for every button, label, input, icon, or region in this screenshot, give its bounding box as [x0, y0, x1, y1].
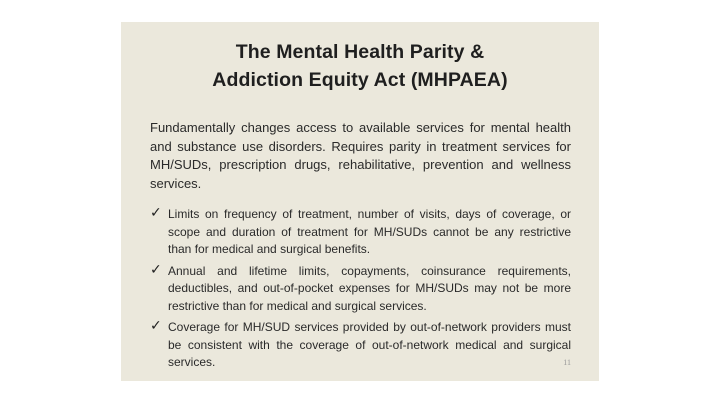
- bullet-item: [150, 319, 571, 372]
- bullet-item: [150, 263, 571, 316]
- bullet-item: [150, 206, 571, 259]
- slide-title: [121, 38, 599, 94]
- bullet-text: Coverage for MH/SUD services provided by out-of-network providers must be consistent with the coverage of out-of-network medical and surgical services.: [168, 320, 571, 369]
- title-line-1: The Mental Health Parity &: [235, 41, 485, 63]
- page-number: 11: [563, 358, 571, 367]
- bullet-text: Annual and lifetime limits, copayments, coinsurance requirements, deductibles, and out-of-pocket expenses for MH/SUDs may not be more restrictive than for medical and surgical services.: [168, 263, 571, 313]
- checkmark-icon: ✓: [150, 205, 162, 221]
- title-line-2: Addiction Equity Act (MHPAEA): [212, 69, 508, 91]
- checkmark-icon: ✓: [150, 261, 162, 278]
- checkmark-icon: ✓: [150, 318, 162, 334]
- intro-paragraph: Fundamentally changes access to available services for mental health and substance use disorders. Requires parity in treatment services for MH/SUDs, prescription drugs, rehabilitative, prevention and wellness services.: [150, 120, 571, 191]
- bullet-text: Limits on frequency of treatment, number of visits, days of coverage, or scope and duration of treatment for MH/SUDs cannot be any restrictive than for medical and surgical benefits.: [168, 207, 571, 256]
- slide: [121, 22, 599, 381]
- bullet-list: [150, 206, 571, 376]
